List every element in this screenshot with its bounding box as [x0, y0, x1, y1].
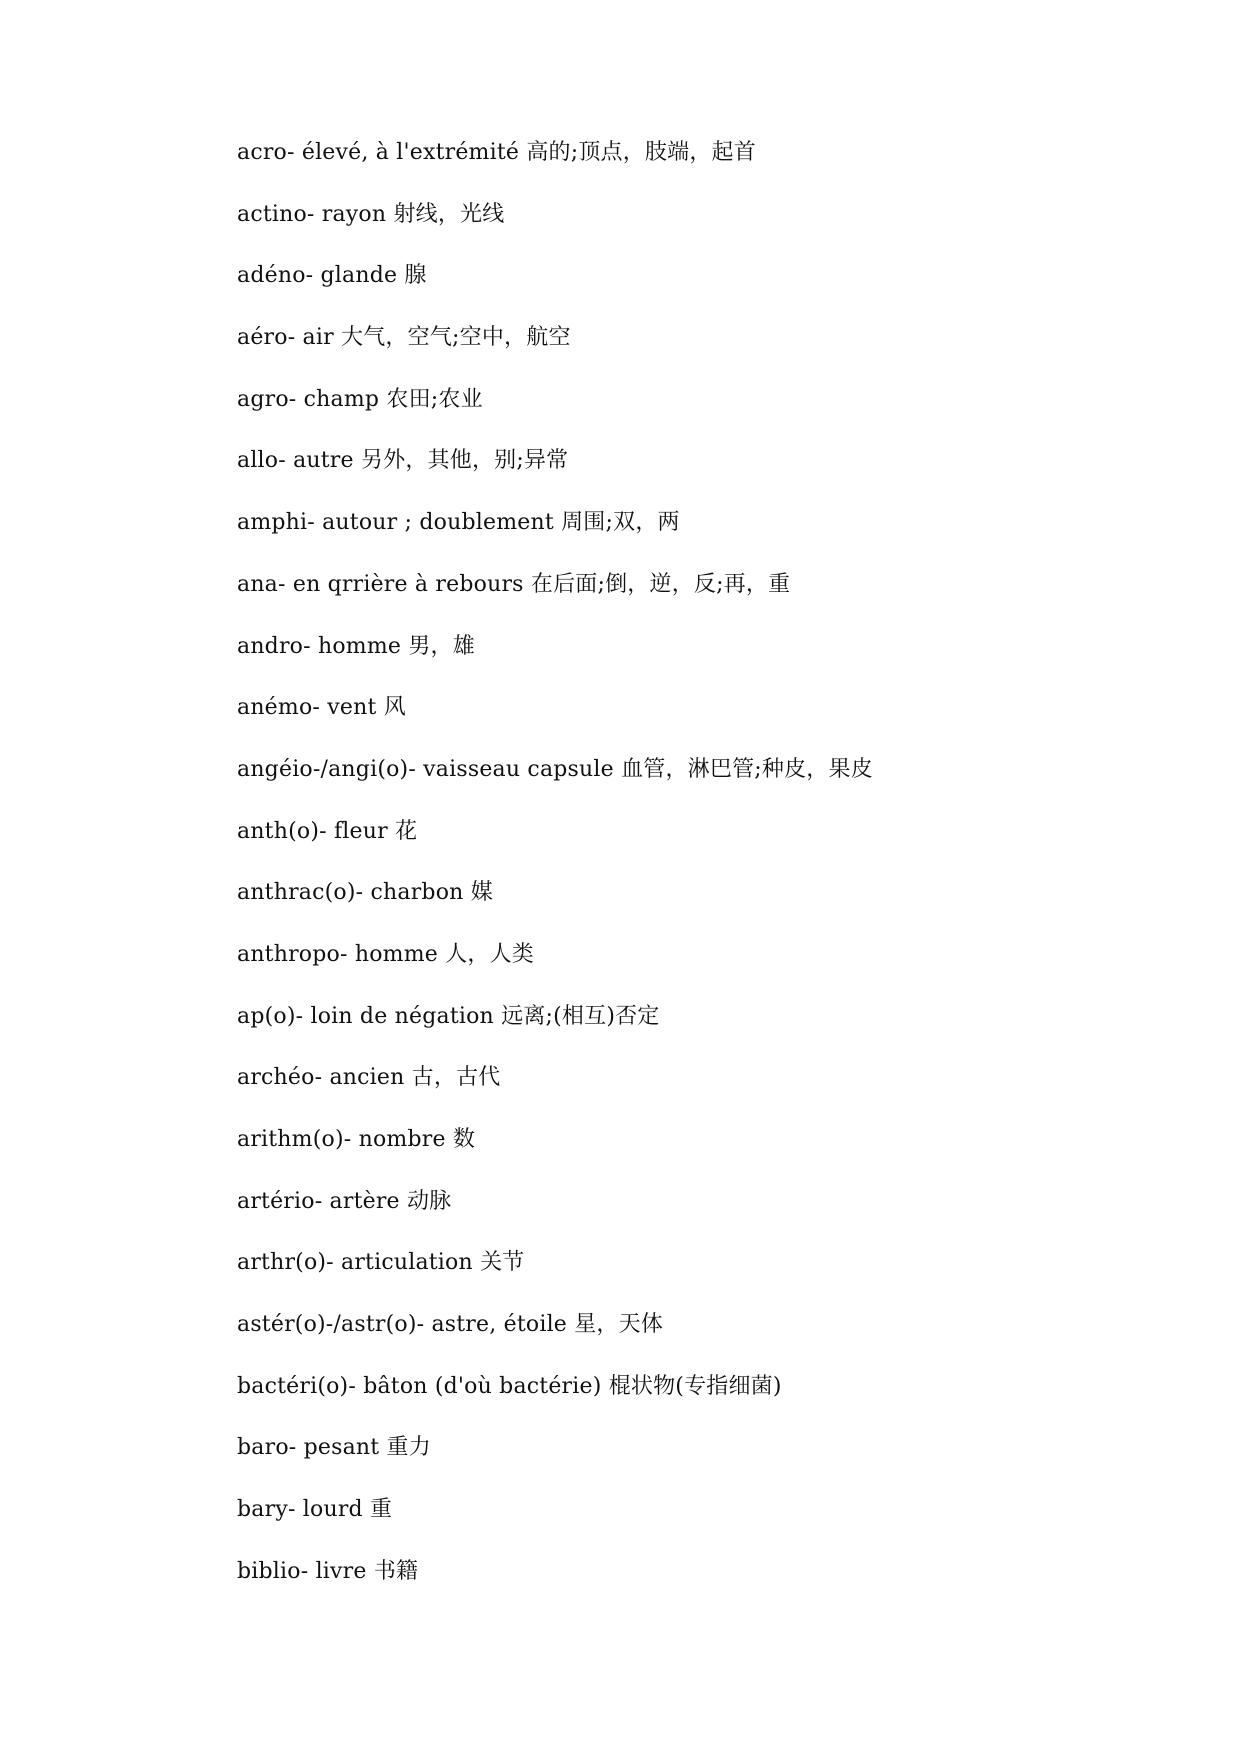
- french-meaning: en qrrière à rebours: [292, 571, 524, 597]
- prefix-entry: [237, 1433, 1187, 1495]
- prefix-term: anthrac(o)-: [237, 880, 364, 906]
- chinese-meaning: 书籍: [373, 1558, 419, 1584]
- chinese-meaning: 周围;双，两: [561, 510, 680, 536]
- prefix-entry: [237, 446, 1187, 508]
- french-meaning: air: [302, 325, 334, 351]
- french-meaning: homme: [354, 941, 438, 967]
- french-meaning: ancien: [329, 1065, 405, 1091]
- prefix-entry: [237, 755, 1187, 817]
- prefix-entry: [237, 940, 1187, 1002]
- prefix-entry: [237, 1187, 1187, 1249]
- chinese-meaning: 另外，其他，别;异常: [360, 448, 569, 474]
- chinese-meaning: 重: [370, 1497, 393, 1523]
- chinese-meaning: 高的;顶点，肢端，起首: [526, 140, 756, 165]
- french-meaning: articulation: [341, 1250, 473, 1276]
- prefix-entry: [237, 508, 1187, 570]
- french-meaning: livre: [315, 1558, 367, 1584]
- french-meaning: loin de négation: [310, 1003, 494, 1029]
- prefix-entry: [237, 1002, 1187, 1064]
- prefix-term: bary-: [237, 1497, 296, 1523]
- prefix-term: adéno-: [237, 263, 314, 289]
- prefix-term: arthr(o)-: [237, 1250, 334, 1276]
- prefix-entry: [237, 693, 1187, 755]
- french-meaning: charbon: [370, 880, 464, 906]
- prefix-entry: [237, 1310, 1187, 1372]
- chinese-meaning: 射线，光线: [393, 201, 505, 227]
- prefix-term: actino-: [237, 201, 315, 227]
- prefix-entry: [237, 138, 1187, 200]
- chinese-meaning: 古，古代: [411, 1065, 501, 1091]
- french-meaning: champ: [303, 386, 380, 412]
- chinese-meaning: 动脉: [406, 1188, 452, 1214]
- prefix-term: bactéri(o)-: [237, 1373, 356, 1399]
- prefix-term: allo-: [237, 448, 286, 474]
- chinese-meaning: 花: [395, 818, 418, 844]
- prefix-term: anth(o)-: [237, 818, 327, 844]
- chinese-meaning: 农田;农业: [386, 386, 483, 412]
- french-meaning: pesant: [303, 1435, 380, 1461]
- french-meaning: astre, étoile: [431, 1312, 568, 1338]
- french-meaning: vent: [327, 695, 377, 721]
- french-meaning: fleur: [333, 818, 388, 844]
- french-meaning: glande: [320, 263, 398, 289]
- prefix-entry: [237, 1248, 1187, 1310]
- prefix-term: archéo-: [237, 1065, 323, 1091]
- prefix-term: ana-: [237, 571, 286, 597]
- chinese-meaning: 人，人类: [445, 941, 534, 967]
- prefix-entry: [237, 323, 1187, 385]
- prefix-entry: [237, 1372, 1187, 1434]
- prefix-term: andro-: [237, 633, 311, 659]
- french-meaning: vaisseau capsule: [423, 756, 614, 782]
- chinese-meaning: 血管，淋巴管;种皮，果皮: [621, 756, 873, 782]
- prefix-term: baro-: [237, 1435, 297, 1461]
- prefix-list: [237, 138, 1187, 1619]
- prefix-term: aéro-: [237, 325, 296, 351]
- prefix-entry: [237, 385, 1187, 447]
- prefix-term: agro-: [237, 386, 297, 412]
- chinese-meaning: 媒: [470, 880, 493, 906]
- prefix-term: acro-: [237, 140, 295, 165]
- chinese-meaning: 棍状物(专指细菌): [608, 1373, 782, 1399]
- prefix-entry: [237, 1557, 1187, 1619]
- prefix-entry: [237, 1495, 1187, 1557]
- chinese-meaning: 关节: [480, 1250, 525, 1276]
- prefix-entry: [237, 1125, 1187, 1187]
- prefix-term: arithm(o)-: [237, 1127, 352, 1152]
- prefix-entry: [237, 632, 1187, 694]
- chinese-meaning: 重力: [386, 1435, 431, 1461]
- french-meaning: nombre: [358, 1127, 446, 1152]
- prefix-term: ap(o)-: [237, 1003, 304, 1029]
- prefix-term: anémo-: [237, 695, 321, 721]
- chinese-meaning: 星，天体: [574, 1312, 664, 1338]
- french-meaning: homme: [317, 633, 402, 659]
- prefix-term: anthropo-: [237, 941, 348, 967]
- chinese-meaning: 大气，空气;空中，航空: [341, 325, 571, 351]
- chinese-meaning: 远离;(相互)否定: [501, 1003, 660, 1029]
- prefix-term: amphi-: [237, 510, 315, 536]
- prefix-entry: [237, 200, 1187, 262]
- french-meaning: rayon: [321, 201, 387, 227]
- french-meaning: artère: [329, 1188, 400, 1214]
- prefix-entry: [237, 1063, 1187, 1125]
- prefix-entry: [237, 878, 1187, 940]
- french-meaning: autour ; doublement: [322, 510, 554, 536]
- chinese-meaning: 在后面;倒，逆，反;再，重: [530, 571, 791, 597]
- chinese-meaning: 男，雄: [408, 633, 475, 659]
- chinese-meaning: 数: [452, 1127, 476, 1152]
- chinese-meaning: 风: [383, 695, 406, 721]
- prefix-term: biblio-: [237, 1558, 309, 1584]
- chinese-meaning: 腺: [404, 263, 427, 289]
- prefix-term: artério-: [237, 1188, 323, 1214]
- french-meaning: élevé, à l'extrémité: [301, 140, 520, 165]
- french-meaning: bâton (d'où bactérie): [363, 1373, 602, 1399]
- prefix-term: angéio-/angi(o)-: [237, 756, 416, 782]
- prefix-term: astér(o)-/astr(o)-: [237, 1312, 425, 1338]
- prefix-entry: [237, 817, 1187, 879]
- french-meaning: lourd: [302, 1497, 363, 1523]
- prefix-entry: [237, 261, 1187, 323]
- french-meaning: autre: [293, 448, 354, 474]
- prefix-entry: [237, 570, 1187, 632]
